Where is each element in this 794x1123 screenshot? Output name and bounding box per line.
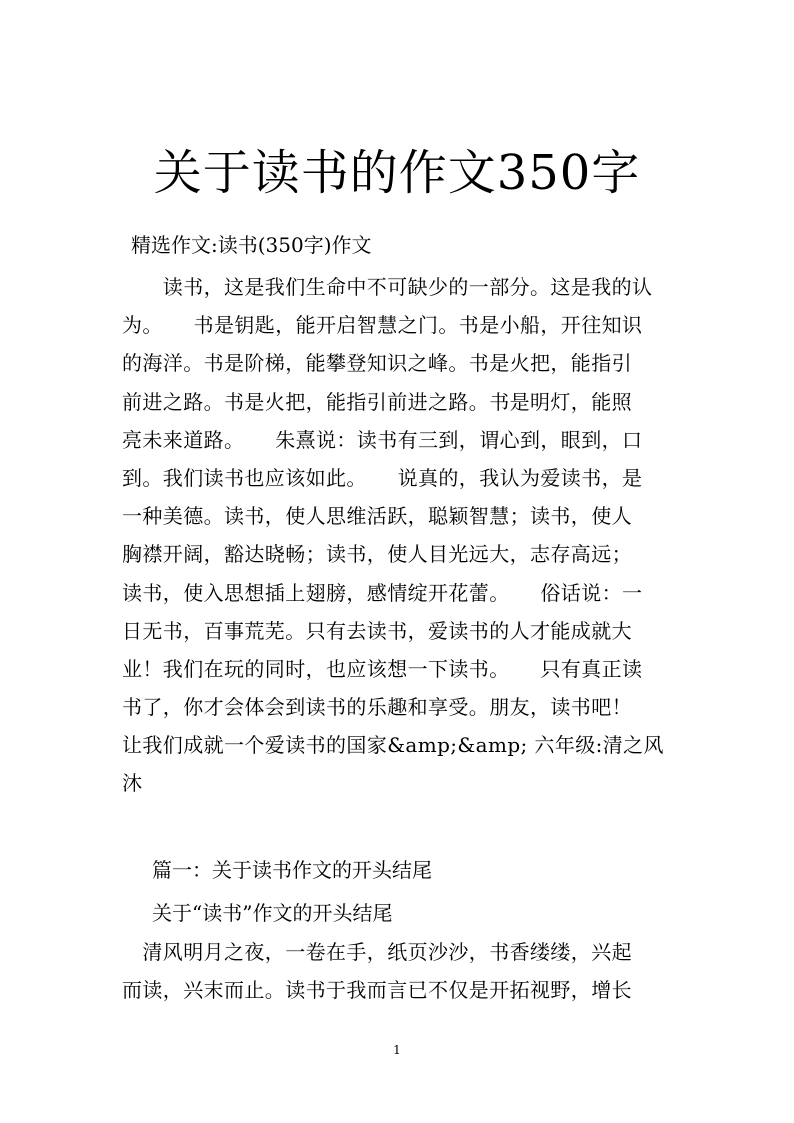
essay-line: 前进之路。书是火把，能指引前进之路。书是明灯，能照 xyxy=(122,389,632,414)
second-section-body xyxy=(122,933,682,1009)
essay-line: 读书，这是我们生命中不可缺少的一部分。这是我的认 xyxy=(122,275,653,299)
section-heading-2: 关于“读书”作文的开头结尾 xyxy=(152,901,393,925)
essay-line: 胸襟开阔，豁达晓畅；读书，使人目光远大，志存高远； xyxy=(122,542,632,567)
section-heading-1: 篇一：关于读书作文的开头结尾 xyxy=(152,858,432,882)
essay-line: 读书，使入思想插上翅膀，感情绽开花蕾。 俗话说：一 xyxy=(122,580,643,605)
document-subtitle: 精选作文:读书(350字)作文 xyxy=(131,233,372,257)
essay-line: 亮未来道路。 朱熹说：读书有三到，谓心到，眼到，口 xyxy=(122,427,643,452)
essay-line: 让我们成就一个爱读书的国家&amp;&amp; 六年级:清之风 xyxy=(122,733,664,758)
essay-body xyxy=(122,268,682,803)
essay-line: 的海洋。书是阶梯，能攀登知识之峰。书是火把，能指引 xyxy=(122,351,632,376)
essay-line: 而读，兴末而止。读书于我而言已不仅是开拓视野，增长 xyxy=(122,978,632,1003)
essay-line: 一种美德。读书，使人思维活跃，聪颖智慧；读书，使人 xyxy=(122,504,632,529)
essay-line: 到。我们读书也应该如此。 说真的，我认为爱读书，是 xyxy=(122,465,643,490)
essay-line: 业！我们在玩的同时，也应该想一下读书。 只有真正读 xyxy=(122,656,643,681)
essay-line: 清风明月之夜，一卷在手，纸页沙沙，书香缕缕，兴起 xyxy=(122,940,632,964)
essay-line: 书了，你才会体会到读书的乐趣和享受。朋友，读书吧！ xyxy=(122,695,632,720)
essay-line: 沐 xyxy=(122,771,143,796)
essay-line: 日无书，百事荒芜。只有去读书，爱读书的人才能成就大 xyxy=(122,618,632,643)
page-number: 1 xyxy=(393,1043,401,1057)
document-title: 关于读书的作文350字 xyxy=(153,145,641,201)
essay-line: 为。 书是钥匙，能开启智慧之门。书是小船，开往知识 xyxy=(122,313,643,338)
